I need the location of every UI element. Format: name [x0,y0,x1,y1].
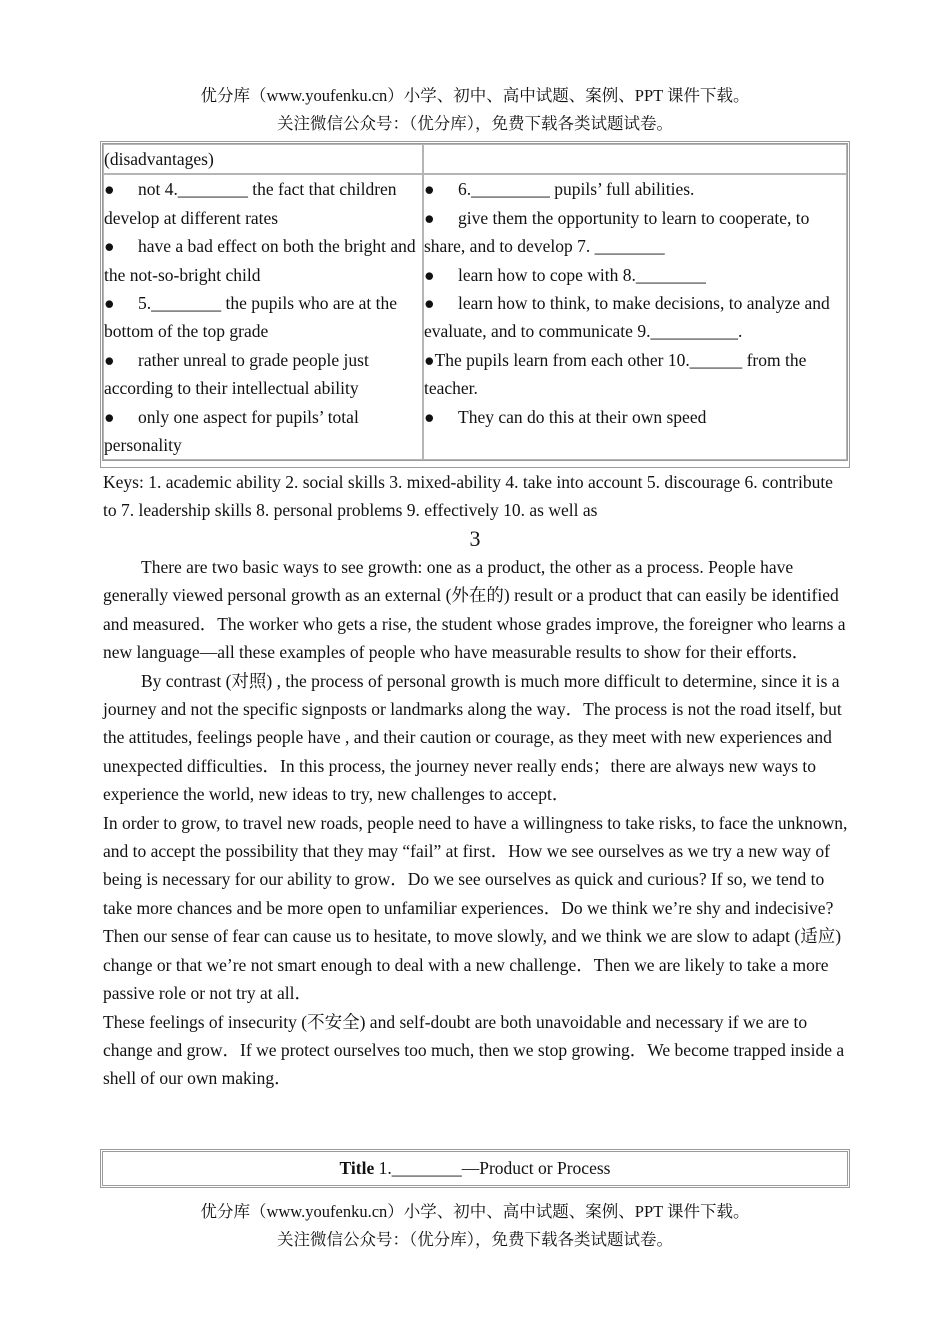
paragraph: These feelings of insecurity (不安全) and self-doubt are both unavoidable and necessary if we are to change and grow．If we protect ourselves too much, then we stop growing．We become trapped inside a shell of our own making． [103,1011,845,1089]
paragraph: There are two basic ways to see growth: one as a product, the other as a process. People have generally viewed personal growth as an external (外在的) result or a product that can easily be identified and measured．The worker who gets a rise, the student whose grades improve, the foreigner who learns a new language—all these examples of people who have measurable results to show for their efforts． [103,557,846,663]
page-footer [0,1198,950,1254]
title-row [340,1158,611,1179]
answer-keys: Keys: 1. academic ability 2. social skills 3. mixed-ability 4. take into account 5. discourage 6. contribute to 7. leadership skills 8. personal problems 9. effectively 10. as well as [103,472,833,521]
paragraph: In order to grow, to travel new roads, people need to have a willingness to take risks, to face the unknown, and to accept the possibility that they may “fail” at first．How we see ourselves as we try a new way of being is necessary for our ability to grow．Do we see ourselves as quick and curious? If so, we tend to take more chances and be more open to unfamiliar experiences．Do we think we’re shy and indecisive? Then our sense of fear can cause us to hesitate, to move slowly, and we think we are slow to adapt (适应) change or that we’re not smart enough to deal with a new challenge．Then we are likely to take a more passive role or not try at all． [103,812,848,1004]
bullet-icon: ● [104,406,115,427]
list-item: ● 6._________ pupils’ full abilities. [424,175,846,203]
paragraph: By contrast (对照) , the process of personal growth is much more difficult to determine, since it is a journey and not the specific signposts or landmarks along the way．The process is not the road itself, but the attitudes, feelings people have , and their caution or courage, as they meet with new experiences and unexpected difficulties．In this process, the journey never really ends；there are always new ways to experience the world, new ideas to try, new challenges to accept． [103,670,842,805]
title-table [100,1149,850,1188]
bullet-icon: ● [104,236,115,257]
table-head-right [423,144,847,174]
footer-line-1: 优分库（www.youfenku.cn）小学、初中、高中试题、案例、PPT 课件下载。 [200,1202,750,1221]
list-item: ● have a bad effect on both the bright and the not-so-bright child [104,232,422,289]
header-line-1: 优分库（www.youfenku.cn）小学、初中、高中试题、案例、PPT 课件下载。 [200,86,750,105]
list-item: ● learn how to cope with 8.________ [424,261,846,289]
list-item: ●The pupils learn from each other 10.______ from the teacher. [424,349,807,399]
list-item: ● learn how to think, to make decisions, to analyze and evaluate, and to communicate 9.__________. [424,289,846,346]
bullet-icon: ● [424,406,435,427]
bullet-icon: ● [424,264,435,285]
footer-line-2: 关注微信公众号：（优分库），免费下载各类试题试卷。 [277,1230,673,1249]
section-number: 3 [469,526,481,551]
table-head-left: (disadvantages) [103,144,423,174]
page-header [0,82,950,138]
list-item: ● rather unreal to grade people just according to their intellectual ability [104,346,422,403]
header-line-2: 关注微信公众号：（优分库），免费下载各类试题试卷。 [277,114,673,133]
bullet-icon: ● [424,179,435,200]
bullet-icon: ● [424,207,435,228]
title-blank: 1.________—Product or Process [374,1158,611,1178]
list-item: ● They can do this at their own speed [424,403,846,431]
bullet-icon: ● [104,349,115,370]
list-item: ● give them the opportunity to learn to cooperate, to share, and to develop 7. ________ [424,204,846,261]
bullet-icon: ● [424,293,435,314]
reading-passage [103,553,848,1093]
list-item: ● not 4.________ the fact that children develop at different rates [104,175,422,232]
advantages-cell [423,174,847,460]
bullet-icon: ● [104,179,115,200]
list-item: ● 5.________ the pupils who are at the bottom of the top grade [104,289,422,346]
list-item: ● only one aspect for pupils’ total personality [104,403,422,460]
disadvantages-cell [103,174,423,460]
bullet-icon: ● [104,293,115,314]
title-label: Title [339,1158,375,1178]
bullet-icon: ● [424,349,435,370]
notes-table [100,141,850,468]
